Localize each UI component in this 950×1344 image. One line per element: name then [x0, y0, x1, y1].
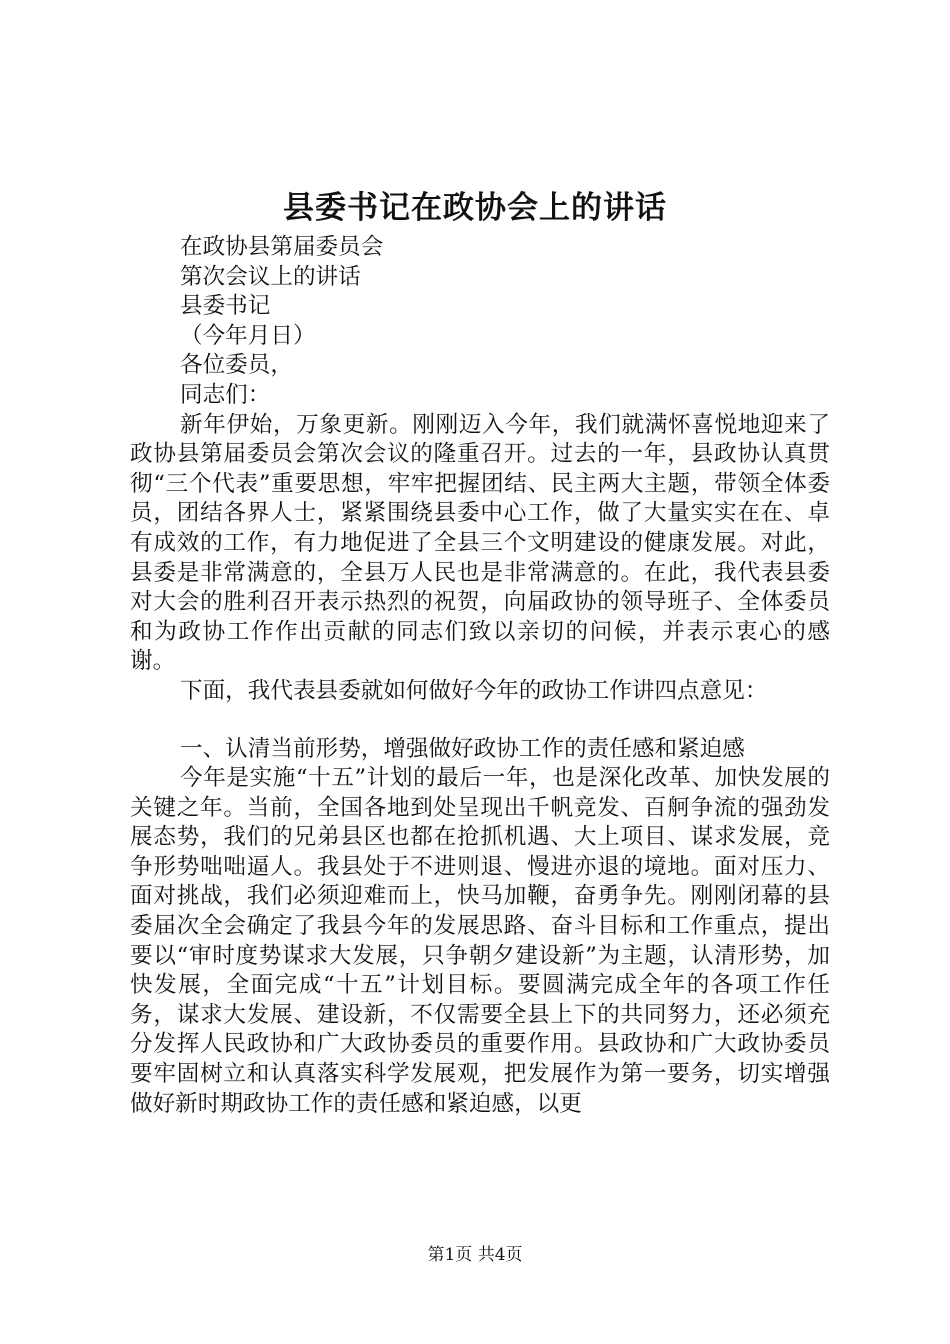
header-line: 在政协县第届委员会: [180, 234, 384, 260]
document-title: 县委书记在政协会上的讲话: [283, 190, 667, 226]
section-paragraph: 今年是实施“十五”计划的最后一年，也是深化改革、加快发展的关键之年。当前，全国各地到处呈现出千帆竞发、百舸争流的强劲发展态势，我们的兄弟县区也都在抢抓机遇、大上项目、谋求发展，竞争形势咄咄逼人。我县处于不进则退、慢进亦退的境地。面对压力、面对挑战，我们必须迎难而上，快马加鞭，奋勇争先。刚刚闭幕的县委届次全会确定了我县今年的发展思路、奋斗目标和工作重点，提出要以“审时度势谋求大发展，只争朝夕建设新”为主题，认清形势，加快发展，全面完成“十五”计划目标。要圆满完成全年的各项工作任务，谋求大发展、建设新，不仅需要全县上下的共同努力，还必须充分发挥人民政协和广大政协委员的重要作用。县政协和广大政协委员要牢固树立和认真落实科学发展观，把发展作为第一要务，切实增强做好新时期政协工作的责任感和紧迫感，以更: [130, 765, 830, 1117]
salutation-line: 同志们：: [180, 381, 271, 408]
section-heading: 一、认清当前形势，增强做好政协工作的责任感和紧迫感: [180, 735, 745, 762]
salutation-line: 各位委员，: [180, 352, 293, 379]
header-line: 第次会议上的讲话: [180, 263, 361, 290]
paragraph-spacer: [130, 707, 830, 735]
body-paragraph: 新年伊始，万象更新。刚刚迈入今年，我们就满怀喜悦地迎来了政协县第届委员会第次会议的隆重召开。过去的一年，县政协认真贯彻“三个代表”重要思想，牢牢把握团结、民主两大主题，带领全体委员，团结各界人士，紧紧围绕县委中心工作，做了大量实实在在、卓有成效的工作，有力地促进了全县三个文明建设的健康发展。对此，县委是非常满意的，全县万人民也是非常满意的。在此，我代表县委对大会的胜利召开表示热烈的祝贺，向届政协的领导班子、全体委员和为政协工作作出贡献的同志们致以亲切的问候，并表示衷心的感谢。: [130, 411, 830, 675]
page-footer: 第1页 共4页: [427, 1245, 523, 1265]
header-line: 县委书记: [180, 293, 271, 320]
body-paragraph: 下面，我代表县委就如何做好今年的政协工作讲四点意见：: [180, 677, 768, 704]
header-line-date: （今年月日）: [180, 322, 316, 349]
document-body: [130, 233, 830, 1119]
